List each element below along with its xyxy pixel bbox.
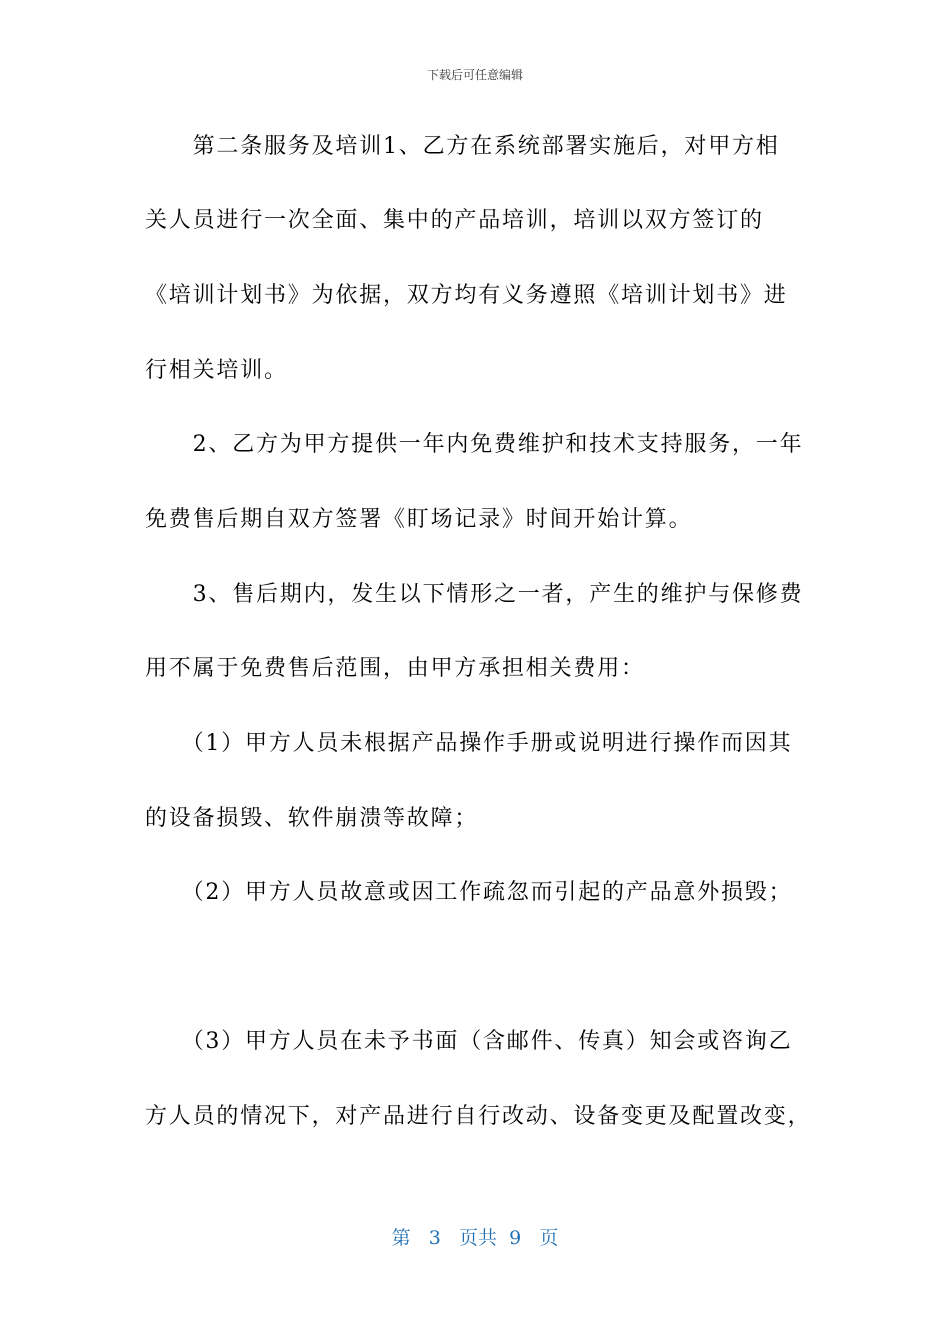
current-page-number: 3 [428,1227,441,1249]
text-line: 方人员的情况下，对产品进行自行改动、设备变更及配置改变， [145,1104,812,1129]
footer-middle: 页共 [459,1227,498,1249]
text-line: 3、售后期内，发生以下情形之一者，产生的维护与保修费 [145,582,804,607]
text-line: 2、乙方为甲方提供一年内免费维护和技术支持服务，一年 [145,432,804,457]
page-header: 下载后可任意编辑 [426,68,523,82]
text-line: 用不属于免费售后范围，由甲方承担相关费用： [145,656,645,681]
text-line: 免费售后期自双方签署《盯场记录》时间开始计算。 [145,507,693,532]
page-footer [0,1225,950,1251]
text-line: 关人员进行一次全面、集中的产品培训，培训以双方签订的 [145,208,764,233]
text-line: （2）甲方人员故意或因工作疏忽而引起的产品意外损毁； [145,880,793,905]
text-line: （1）甲方人员未根据产品操作手册或说明进行操作而因其 [145,731,793,756]
total-page-number: 9 [509,1227,522,1249]
text-line: 第二条服务及培训1、乙方在系统部署实施后，对甲方相 [145,134,780,159]
text-line: 《培训计划书》为依据，双方均有义务遵照《培训计划书》进 [145,283,788,308]
footer-prefix: 第 [391,1227,411,1249]
text-line: 的设备损毁、软件崩溃等故障； [145,806,479,831]
text-line: （3）甲方人员在未予书面（含邮件、传真）知会或咨询乙 [145,1029,793,1054]
footer-suffix: 页 [539,1227,559,1249]
text-line: 行相关培训。 [145,358,288,383]
